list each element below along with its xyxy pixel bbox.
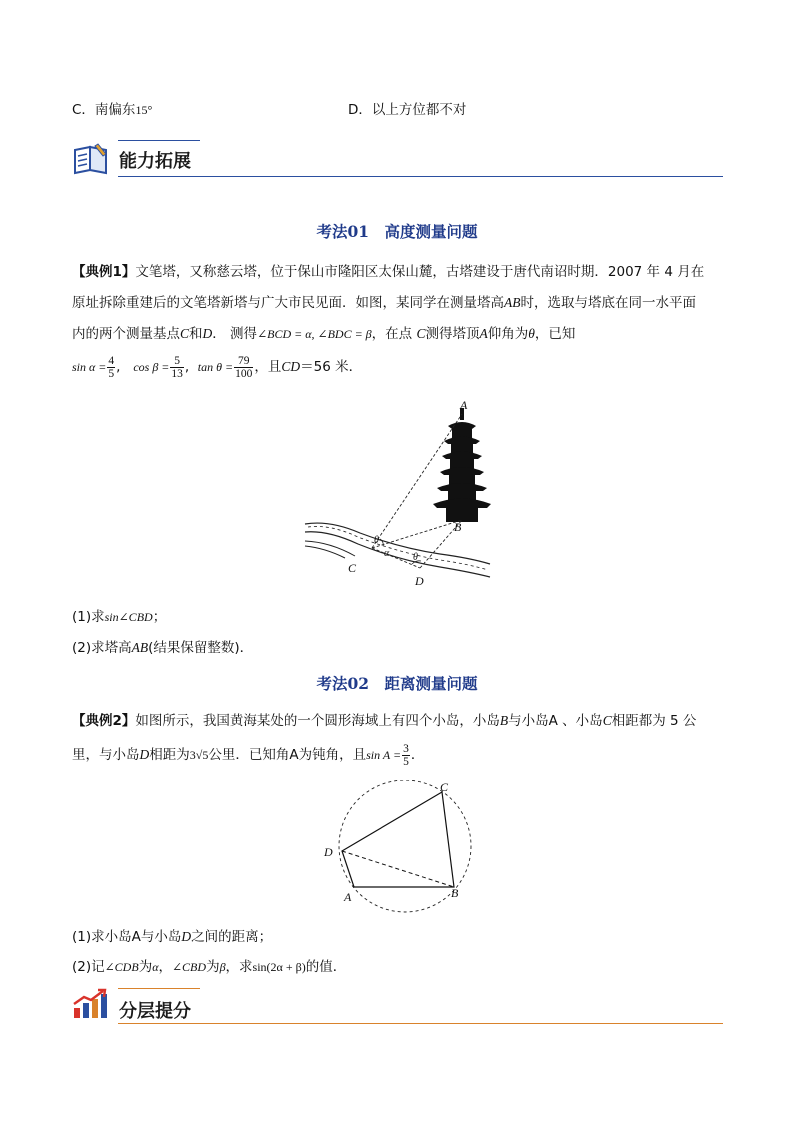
ex2-q2-beta: β [219, 960, 226, 974]
ex1-line3-theta: θ [528, 326, 535, 341]
ex1-tan-label: tan θ = [197, 360, 234, 374]
ex1-q2-ab: AB [131, 640, 149, 655]
ex2-line1-a: 如图所示，我国黄海某处的一个圆形海域上有四个小岛，小岛 [135, 713, 500, 729]
ex2-line2-val: 3√5 [189, 748, 209, 762]
chart-growth-icon [72, 988, 108, 1020]
ex1-line3-d2: 测得塔顶 [425, 326, 480, 342]
ex2-q1 [72, 927, 272, 947]
ex1-line1-text: 文笔塔，又称慈云塔，位于保山市隆阳区太保山麓，古塔建设于唐代南诏时期．2007 年 4 月在 [135, 264, 705, 280]
ex1-line3 [72, 324, 575, 344]
ex2-q2-cbd: ∠CBD [172, 960, 207, 974]
option-c-label: C．南偏东 [72, 102, 136, 118]
pagoda-icon [433, 408, 491, 522]
ex2-q2-alpha: α [152, 960, 159, 974]
figure-circle-quadrilateral [318, 780, 478, 915]
ex1-line3-d: D [202, 326, 213, 341]
ex1-line4: sin α = $\frac{4}{5}$ , cos β = $\frac{5}{13}$ , tan θ = $\frac{79}{100}$ ，且CD＝56 米． [72, 354, 363, 380]
topic-2-title: 考法02 距离测量问题 [316, 674, 478, 693]
section2-top-rule [118, 988, 200, 989]
section-title-ability: 能力拓展 [119, 151, 191, 172]
ex1-line3-c: C [180, 326, 190, 341]
ex1-q1-b: ； [152, 609, 167, 625]
fig1-label-b: B [454, 520, 462, 534]
ex2-q2-cdb: ∠CDB [104, 960, 139, 974]
ex1-line1 [72, 262, 704, 282]
ex2-line2 [72, 740, 424, 770]
ex2-line2-a: 里，与小岛 [72, 747, 140, 763]
ex2-sina-num: 3 [403, 742, 409, 755]
ex2-q2-d: 为 [206, 959, 220, 975]
ex1-line3-a: 内的两个测量基点 [72, 326, 180, 342]
ex1-line3-c2: ，在点 [371, 326, 417, 342]
ex2-q2-a: (2)记 [72, 959, 105, 975]
fig1-label-theta2: θ [413, 552, 418, 563]
ex1-q1-a: (1)求 [72, 609, 105, 625]
fig2-label-d: D [324, 845, 333, 859]
ex2-line1-b: 与小岛A 、小岛 [508, 713, 603, 729]
ex1-q2 [72, 638, 253, 658]
fig1-label-a: A [460, 398, 468, 412]
ex1-q1-expr: sin∠CBD [104, 610, 153, 624]
ex2-q1-a: (1)求小岛A与小岛 [72, 929, 182, 945]
ex1-line3-angles: ∠BCD = α, ∠BDC = β [257, 327, 372, 341]
option-d: D．以上方位都不对 [348, 102, 467, 118]
ex2-line2-c: 公里．已知角A为钝角，且 [208, 747, 367, 763]
section-top-rule [118, 140, 200, 141]
ex1-tag: 【典例1】 [72, 264, 136, 280]
ex2-line1 [72, 711, 696, 731]
ex1-tail-cd: CD [281, 359, 301, 374]
ex1-sin-label: sin α = [72, 360, 107, 374]
fig2-label-b: B [451, 886, 459, 900]
ex1-line2 [72, 293, 696, 313]
section-title-layered: 分层提分 [119, 1001, 191, 1022]
ex2-line1-c-pt: C [602, 713, 612, 728]
ex2-line2-d-pt: D [139, 747, 150, 762]
ex2-q2-e: ，求 [225, 959, 253, 975]
ex1-sin-frac [107, 355, 115, 380]
ex2-q1-d: D [181, 929, 192, 944]
ex1-q2-a: (2)求塔高 [72, 640, 132, 656]
section-bottom-rule [118, 176, 723, 177]
ex1-tan-den: 100 [235, 367, 253, 380]
topic-1-title: 考法01 高度测量问题 [316, 222, 478, 241]
ex1-tail-a: ，且 [254, 359, 282, 375]
ex2-q2-c: ， [158, 959, 172, 975]
section2-bottom-rule [118, 1023, 723, 1024]
ex2-line1-c: 相距都为 5 公 [611, 713, 697, 729]
figure-pagoda [300, 396, 500, 592]
book-icon [72, 142, 112, 176]
ex2-sina-label: sin A = [366, 748, 402, 762]
fig2-label-a: A [344, 890, 352, 904]
fig1-label-d: D [415, 574, 424, 588]
option-c [72, 100, 152, 120]
ex1-cos-den: 13 [171, 367, 183, 380]
ex2-tag: 【典例2】 [72, 713, 136, 729]
fig1-label-c: C [348, 561, 357, 575]
ex1-sin-den: 5 [108, 367, 115, 380]
ex1-cos-frac [170, 355, 184, 380]
ex2-q1-b: 之间的距离； [191, 929, 273, 945]
ex1-tan-num: 79 [234, 355, 253, 368]
ex2-line2-b: 相距为 [149, 747, 190, 763]
ex2-q2 [72, 957, 346, 977]
ex2-sina-frac [402, 743, 410, 768]
ex2-q2-f: 的值． [305, 959, 347, 975]
ex1-q1 [72, 607, 166, 627]
ex1-line3-point-c: C [416, 326, 426, 341]
ex1-line2-b: 时，选取与塔底在同一水平面 [520, 295, 696, 311]
ex1-cos-label: cos β = [133, 360, 170, 374]
ex2-sina-den: 5 [403, 755, 409, 768]
ex2-q2-expr: sin(2α + β) [252, 960, 306, 974]
option-c-value: 15° [135, 103, 153, 117]
ex2-q2-b: 为 [138, 959, 153, 975]
ex1-line3-and: 和 [189, 326, 203, 342]
ex1-line3-b: ． 测得 [212, 326, 258, 342]
ex1-cos-num: 5 [170, 355, 184, 368]
ex1-line3-a2: A [479, 326, 488, 341]
ex1-line3-e: 仰角为 [487, 326, 529, 342]
ex1-sin-num: 4 [108, 354, 115, 367]
ex1-q2-b: (结果保留整数)． [148, 640, 254, 656]
fig1-label-theta1: θ [374, 535, 379, 546]
ex1-line2-ab: AB [504, 295, 521, 310]
fig2-label-c: C [440, 780, 449, 794]
ex2-line1-b-pt: B [499, 713, 509, 728]
ex1-tail-b: ＝56 米． [300, 359, 363, 375]
ex1-line2-a: 原址拆除重建后的文笔塔新塔与广大市民见面．如图，某同学在测量塔高 [72, 295, 504, 311]
ex1-line3-f: ，已知 [534, 326, 576, 342]
ex1-tan-frac [234, 355, 253, 380]
ex2-line2-end: ． [410, 747, 425, 763]
fig1-label-alpha: α [384, 548, 390, 559]
